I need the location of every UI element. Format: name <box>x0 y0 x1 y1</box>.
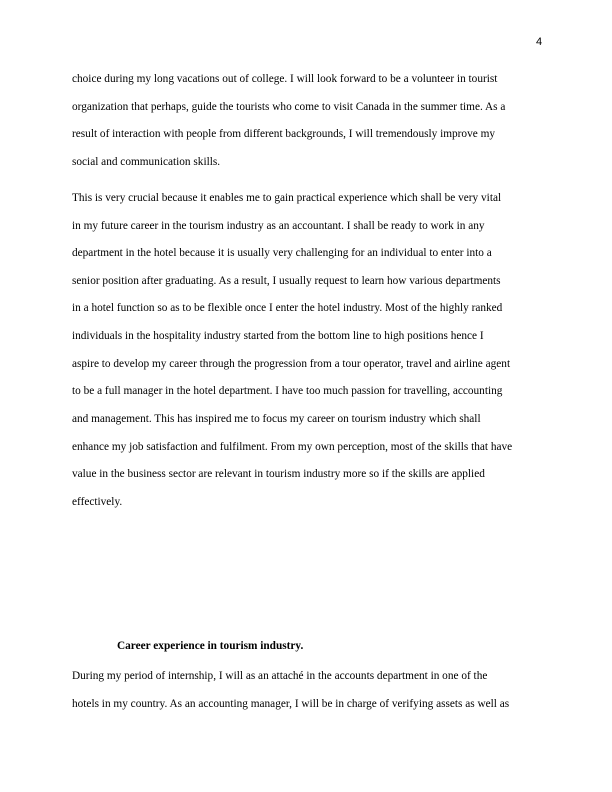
paragraph3-line: During my period of internship, I will as an attaché in the accounts department in one of the <box>72 670 488 682</box>
section-heading: Career experience in tourism industry. <box>117 640 304 652</box>
paragraph2-line: This is very crucial because it enables me to gain practical experience which shall be very vital <box>72 192 502 204</box>
paragraph1-line: choice during my long vacations out of college. I will look forward to be a volunteer in tourist <box>72 73 498 85</box>
paragraph2-line: in a hotel function so as to be flexible once I enter the hotel industry. Most of the highly ranked <box>72 302 503 314</box>
paragraph2-line: senior position after graduating. As a result, I usually request to learn how various departments <box>72 275 501 287</box>
page-number: 4 <box>536 36 543 48</box>
paragraph2-line: and management. This has inspired me to focus my career on tourism industry which shall <box>72 413 481 425</box>
paragraph3-line: hotels in my country. As an accounting manager, I will be in charge of verifying assets as well as <box>72 698 510 710</box>
paragraph1-line: result of interaction with people from different backgrounds, I will tremendously improve my <box>72 128 496 140</box>
paragraph1-line: social and communication skills. <box>72 156 221 168</box>
paragraph2-line: aspire to develop my career through the progression from a tour operator, travel and airline agent <box>72 358 511 370</box>
paragraph2-line: department in the hotel because it is usually very challenging for an individual to enter into a <box>72 247 492 259</box>
paragraph2-line: value in the business sector are relevant in tourism industry more so if the skills are applied <box>72 468 485 480</box>
paragraph2-line: effectively. <box>72 496 123 508</box>
paragraph2-line: in my future career in the tourism industry as an accountant. I shall be ready to work in any <box>72 220 485 232</box>
paragraph2-line: to be a full manager in the hotel department. I have too much passion for travelling, accounting <box>72 385 503 397</box>
paragraph1-line: organization that perhaps, guide the tourists who come to visit Canada in the summer time. As a <box>72 101 506 113</box>
paragraph2-line: individuals in the hospitality industry started from the bottom line to high positions hence I <box>72 330 484 342</box>
paragraph2-line: enhance my job satisfaction and fulfilment. From my own perception, most of the skills that have <box>72 441 513 453</box>
